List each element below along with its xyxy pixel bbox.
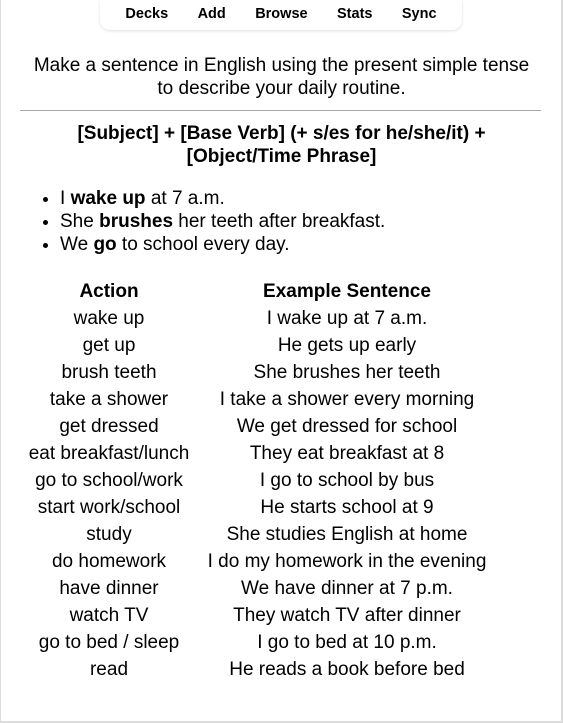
list-item — [60, 187, 563, 210]
example-cell: They watch TV after dinner — [233, 604, 461, 626]
action-cell: go to bed / sleep — [38, 631, 180, 653]
example-cell: I do my homework in the evening — [207, 550, 487, 572]
action-cell: take a shower — [49, 388, 169, 410]
action-cell: have dinner — [59, 577, 159, 599]
list-item — [60, 233, 563, 256]
action-cell: do homework — [51, 550, 167, 572]
table-row — [20, 359, 496, 386]
example-cell: She brushes her teeth — [253, 361, 441, 383]
example-text: She — [60, 211, 100, 232]
decks-button[interactable]: Decks — [125, 6, 169, 22]
example-verb: brushes — [99, 211, 174, 232]
table-row — [20, 305, 496, 332]
action-cell: wake up — [73, 307, 145, 329]
table-row — [20, 413, 496, 440]
table-row — [20, 467, 496, 494]
action-cell: get dressed — [59, 415, 159, 437]
example-cell: I go to bed at 10 p.m. — [257, 631, 437, 653]
example-verb: go — [93, 234, 117, 255]
example-text: We — [60, 234, 94, 255]
answer-divider — [20, 110, 541, 111]
action-cell: go to school/work — [35, 469, 183, 491]
example-cell: We get dressed for school — [236, 415, 458, 437]
flashcard — [0, 54, 563, 683]
table-row — [20, 629, 496, 656]
example-cell: They eat breakfast at 8 — [249, 442, 445, 464]
table-row — [20, 602, 496, 629]
example-cell: I go to school by bus — [259, 469, 435, 491]
action-cell: study — [86, 523, 132, 545]
action-cell: brush teeth — [61, 361, 157, 383]
header-example-sentence: Example Sentence — [263, 280, 431, 302]
example-cell: He reads a book before bed — [229, 658, 465, 680]
example-verb: wake up — [70, 188, 146, 209]
example-text: to school every day. — [116, 234, 290, 255]
stats-button[interactable]: Stats — [337, 6, 373, 22]
table-row — [20, 575, 496, 602]
top-toolbar — [100, 0, 462, 30]
table-row — [20, 548, 496, 575]
header-action: Action — [79, 280, 139, 302]
action-cell: read — [89, 658, 129, 680]
grammar-formula: [Subject] + [Base Verb] (+ s/es for he/she/it) + [Object/Time Phrase] — [77, 123, 486, 167]
example-text: at 7 a.m. — [145, 188, 225, 209]
browse-button[interactable]: Browse — [255, 6, 308, 22]
example-cell: She studies English at home — [226, 523, 468, 545]
action-cell: eat breakfast/lunch — [28, 442, 190, 464]
routine-table — [20, 278, 496, 683]
action-cell: start work/school — [37, 496, 181, 518]
example-text: I — [60, 188, 71, 209]
table-row — [20, 332, 496, 359]
action-cell: get up — [82, 334, 136, 356]
example-text: her teeth after breakfast. — [173, 211, 386, 232]
example-list — [0, 187, 563, 256]
table-row — [20, 386, 496, 413]
table-header-row — [20, 278, 496, 305]
add-button[interactable]: Add — [197, 6, 226, 22]
table-row — [20, 494, 496, 521]
table-row — [20, 440, 496, 467]
list-item — [60, 210, 563, 233]
example-cell: We have dinner at 7 p.m. — [241, 577, 453, 599]
example-cell: I wake up at 7 a.m. — [266, 307, 428, 329]
example-cell: He starts school at 9 — [260, 496, 434, 518]
example-cell: He gets up early — [277, 334, 417, 356]
sync-button[interactable]: Sync — [401, 6, 437, 22]
table-row — [20, 521, 496, 548]
table-row — [20, 656, 496, 683]
card-question: Make a sentence in English using the present simple tense to describe your daily routine. — [33, 55, 530, 99]
action-cell: watch TV — [69, 604, 149, 626]
example-cell: I take a shower every morning — [219, 388, 475, 410]
